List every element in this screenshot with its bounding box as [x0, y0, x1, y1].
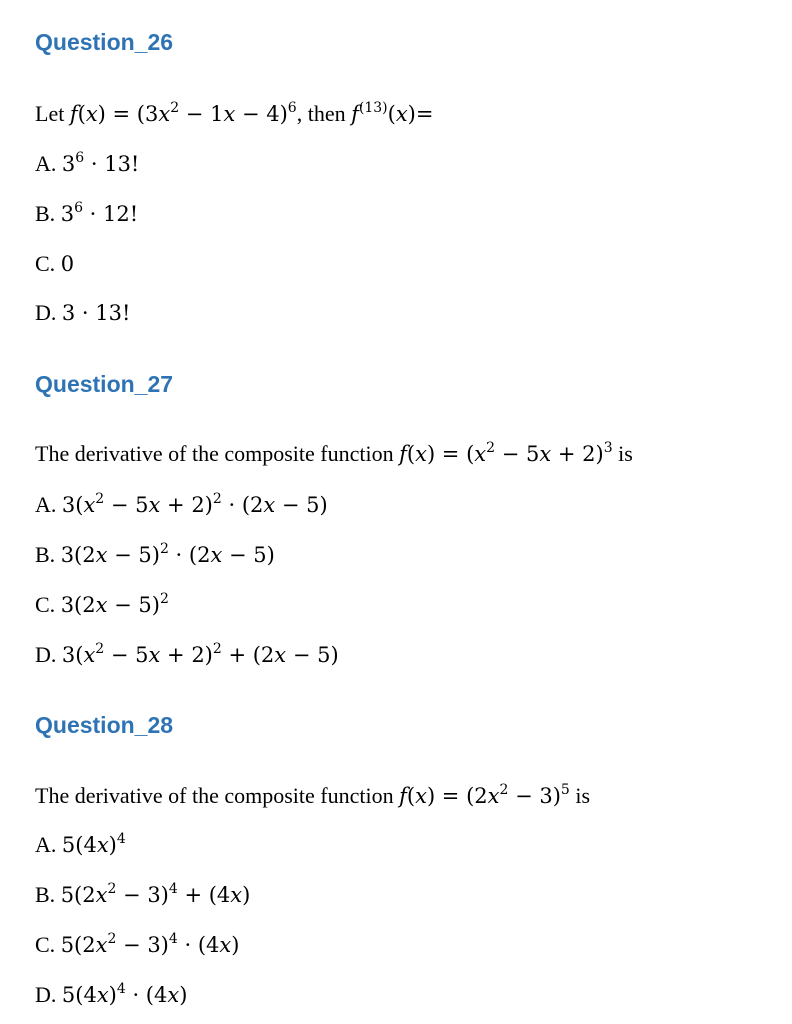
question-27-option-b: B. $3(2x - 5)^2 \cdot (2x - 5)$	[35, 541, 275, 567]
question-28-option-b: B. $5(2x^2 - 3)^4 + (4x)$	[35, 881, 251, 907]
question-26-heading: Question_26	[35, 29, 174, 55]
question-27-option-a: A. $3(x^2 - 5x + 2)^2 \cdot (2x - 5)$	[35, 491, 328, 517]
question-27-option-c: C. $3(2x - 5)^2$	[35, 591, 169, 617]
question-26-option-b: B. $3^6 \cdot 12$!	[35, 200, 139, 226]
question-27-heading: Question_27	[35, 371, 174, 397]
question-27-stem	[35, 440, 633, 466]
stem-math: $f(x) = (3x^2 - 1x - 4)^6$	[69, 100, 297, 126]
stem-math: $f(x) = (2x^2 - 3)^5$	[399, 782, 570, 808]
stem-text: is	[612, 441, 633, 466]
stem-text: Let	[35, 101, 70, 126]
stem-text: The derivative of the composite function	[35, 441, 400, 466]
stem-math: $f^{(13)}(x)=$	[351, 100, 434, 126]
question-28-option-c: C. $5(2x^2 - 3)^4 \cdot (4x)$	[35, 931, 240, 957]
question-26-option-a: A. $3^6 \cdot 13$!	[35, 150, 140, 176]
stem-math: $f(x) = (x^2 - 5x + 2)^3$	[399, 440, 613, 466]
question-28-option-d: D. $5(4x)^4 \cdot (4x)$	[35, 981, 188, 1007]
question-26-option-c: C. 0	[35, 251, 75, 276]
stem-text: The derivative of the composite function	[35, 783, 400, 808]
question-26-option-d: D. 3 · 13!	[35, 300, 131, 325]
question-27-option-d: D. $3(x^2 - 5x + 2)^2 + (2x - 5)$	[35, 641, 339, 667]
stem-text: is	[569, 783, 591, 808]
question-28-stem	[35, 782, 591, 808]
stem-text: , then	[296, 101, 352, 126]
question-28-heading: Question_28	[35, 712, 174, 738]
question-28-option-a: A. $5(4x)^4$	[35, 831, 126, 857]
question-26-stem	[35, 100, 434, 126]
